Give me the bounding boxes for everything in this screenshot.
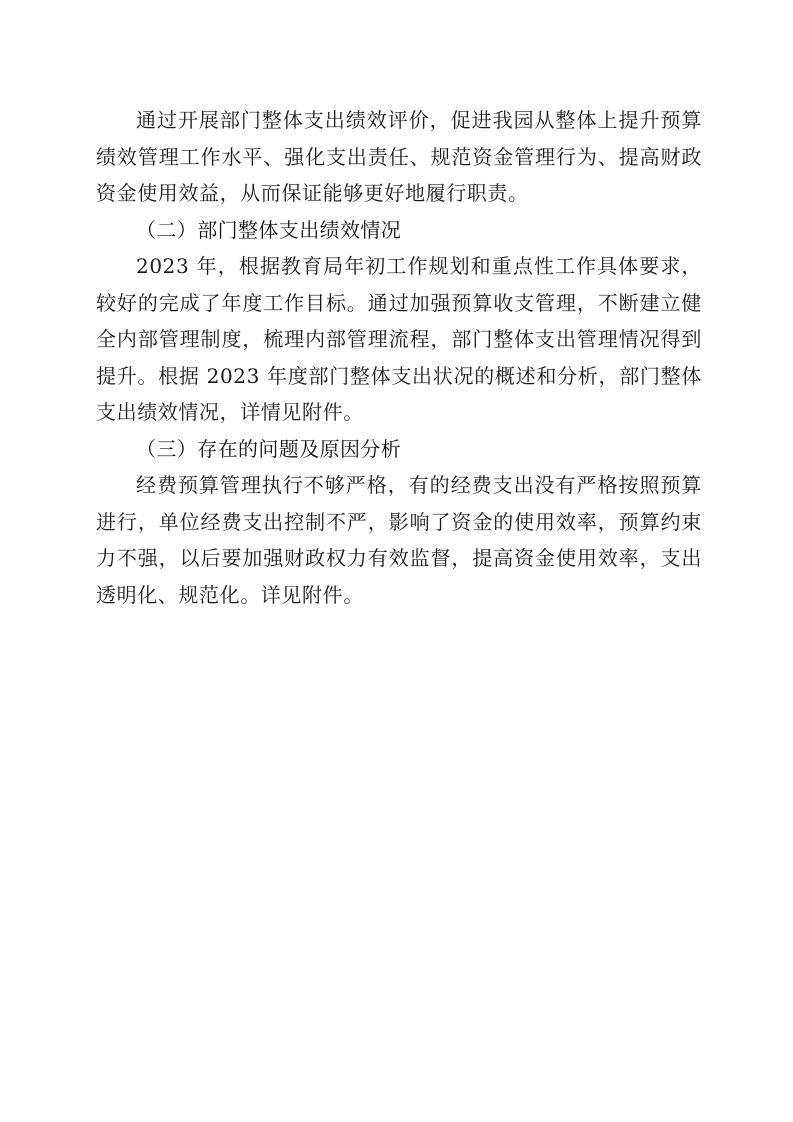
section-heading-problems-and-causes: （三）存在的问题及原因分析 xyxy=(136,436,402,461)
paragraph-problems-and-causes: 经费预算管理执行不够严格，有的经费支出没有严格按照预算进行，单位经费支出控制不严，影响了资金的使用效率，预算约束力不强，以后要加强财政权力有效监督，提高资金使用效率，支出透明化、规范化。详见附件。 xyxy=(96,473,702,607)
document-body xyxy=(96,102,702,613)
section-heading-overall-expenditure-performance: （二）部门整体支出绩效情况 xyxy=(136,217,402,242)
paragraph-performance-evaluation-purpose: 通过开展部门整体支出绩效评价，促进我园从整体上提升预算绩效管理工作水平、强化支出责任、规范资金管理行为、提高财政资金使用效益，从而保证能够更好地履行职责。 xyxy=(96,108,702,205)
paragraph-overall-expenditure-performance: 2023 年，根据教育局年初工作规划和重点性工作具体要求，较好的完成了年度工作目标。通过加强预算收支管理，不断建立健全内部管理制度，梳理内部管理流程，部门整体支出管理情况得到提升。根据 2023 年度部门整体支出状况的概述和分析，部门整体支出绩效情况，详情见附件。 xyxy=(96,254,702,424)
